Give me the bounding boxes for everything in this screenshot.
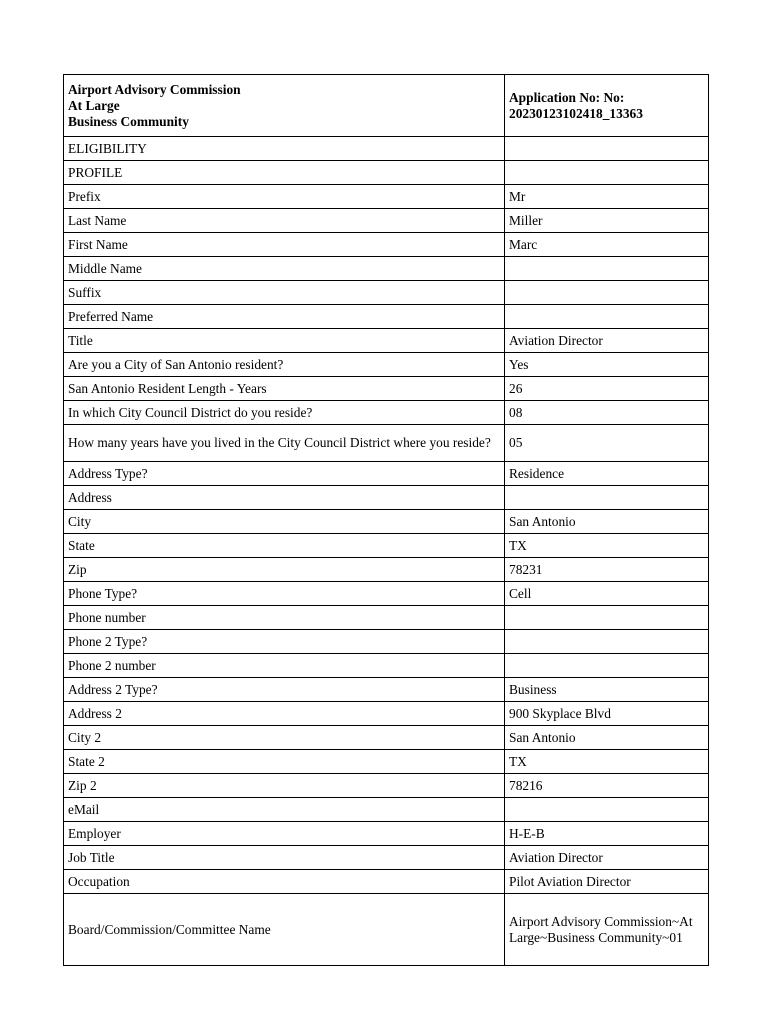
field-label: Address 2 Type? (64, 678, 505, 702)
table-row (64, 185, 709, 209)
table-row (64, 233, 709, 257)
table-row (64, 582, 709, 606)
field-value: 78216 (505, 774, 709, 798)
table-row (64, 798, 709, 822)
field-label: City (64, 510, 505, 534)
field-value: H-E-B (505, 822, 709, 846)
field-label: Board/Commission/Committee Name (64, 894, 505, 966)
table-row (64, 726, 709, 750)
field-value (505, 137, 709, 161)
field-value: TX (505, 534, 709, 558)
field-value: 900 Skyplace Blvd (505, 702, 709, 726)
field-label: Are you a City of San Antonio resident? (64, 353, 505, 377)
field-label: Address 2 (64, 702, 505, 726)
field-value: Marc (505, 233, 709, 257)
field-value: 08 (505, 401, 709, 425)
table-row (64, 894, 709, 966)
table-row (64, 822, 709, 846)
field-value (505, 630, 709, 654)
field-value: Airport Advisory Commission~At Large~Business Community~01 (505, 894, 709, 966)
field-value (505, 281, 709, 305)
table-row (64, 305, 709, 329)
table-row (64, 558, 709, 582)
application-form-table (63, 74, 709, 966)
table-row (64, 630, 709, 654)
field-label: San Antonio Resident Length - Years (64, 377, 505, 401)
commission-title-cell (64, 75, 505, 137)
field-value (505, 606, 709, 630)
table-row (64, 774, 709, 798)
field-value: San Antonio (505, 726, 709, 750)
field-value (505, 654, 709, 678)
field-label: PROFILE (64, 161, 505, 185)
field-value: 26 (505, 377, 709, 401)
field-label: Suffix (64, 281, 505, 305)
table-row (64, 702, 709, 726)
field-value: 78231 (505, 558, 709, 582)
field-label: Address Type? (64, 462, 505, 486)
field-label: City 2 (64, 726, 505, 750)
table-row (64, 846, 709, 870)
field-value (505, 257, 709, 281)
field-value: Residence (505, 462, 709, 486)
table-row (64, 534, 709, 558)
field-label: Phone Type? (64, 582, 505, 606)
table-row (64, 257, 709, 281)
field-label: Occupation (64, 870, 505, 894)
table-row (64, 654, 709, 678)
table-row (64, 329, 709, 353)
table-row (64, 425, 709, 462)
table-row (64, 462, 709, 486)
field-value (505, 305, 709, 329)
field-value: Miller (505, 209, 709, 233)
table-row (64, 377, 709, 401)
field-value (505, 798, 709, 822)
table-row (64, 486, 709, 510)
table-row (64, 281, 709, 305)
field-value (505, 161, 709, 185)
table-row (64, 510, 709, 534)
field-value: Mr (505, 185, 709, 209)
field-label: Phone 2 number (64, 654, 505, 678)
commission-title-line-2: At Large (68, 97, 120, 113)
field-value: Business (505, 678, 709, 702)
field-label: Preferred Name (64, 305, 505, 329)
field-value: Cell (505, 582, 709, 606)
commission-title-line-3: Business Community (68, 113, 189, 129)
table-row (64, 209, 709, 233)
field-label: Address (64, 486, 505, 510)
field-label: How many years have you lived in the City Council District where you reside? (64, 425, 505, 462)
table-row (64, 161, 709, 185)
field-value: Aviation Director (505, 329, 709, 353)
field-value: 05 (505, 425, 709, 462)
table-row (64, 750, 709, 774)
application-number-cell (505, 75, 709, 137)
table-row (64, 353, 709, 377)
field-label: Prefix (64, 185, 505, 209)
field-label: In which City Council District do you reside? (64, 401, 505, 425)
table-row (64, 137, 709, 161)
field-label: Employer (64, 822, 505, 846)
field-label: State (64, 534, 505, 558)
field-label: Middle Name (64, 257, 505, 281)
field-value: TX (505, 750, 709, 774)
field-value: Pilot Aviation Director (505, 870, 709, 894)
field-value: San Antonio (505, 510, 709, 534)
table-row (64, 678, 709, 702)
field-value: Yes (505, 353, 709, 377)
application-number-value: 20230123102418_13363 (509, 105, 643, 121)
table-body (64, 75, 709, 966)
field-label: Phone number (64, 606, 505, 630)
application-number-label: Application No: No: (509, 89, 625, 105)
table-row (64, 606, 709, 630)
field-label: Last Name (64, 209, 505, 233)
field-label: State 2 (64, 750, 505, 774)
field-label: Zip (64, 558, 505, 582)
field-label: eMail (64, 798, 505, 822)
table-row (64, 401, 709, 425)
field-label: ELIGIBILITY (64, 137, 505, 161)
field-label: Title (64, 329, 505, 353)
field-value (505, 486, 709, 510)
field-label: Zip 2 (64, 774, 505, 798)
commission-title-line-1: Airport Advisory Commission (68, 81, 241, 97)
field-value: Aviation Director (505, 846, 709, 870)
field-label: First Name (64, 233, 505, 257)
header-row (64, 75, 709, 137)
field-label: Job Title (64, 846, 505, 870)
field-label: Phone 2 Type? (64, 630, 505, 654)
table-row (64, 870, 709, 894)
